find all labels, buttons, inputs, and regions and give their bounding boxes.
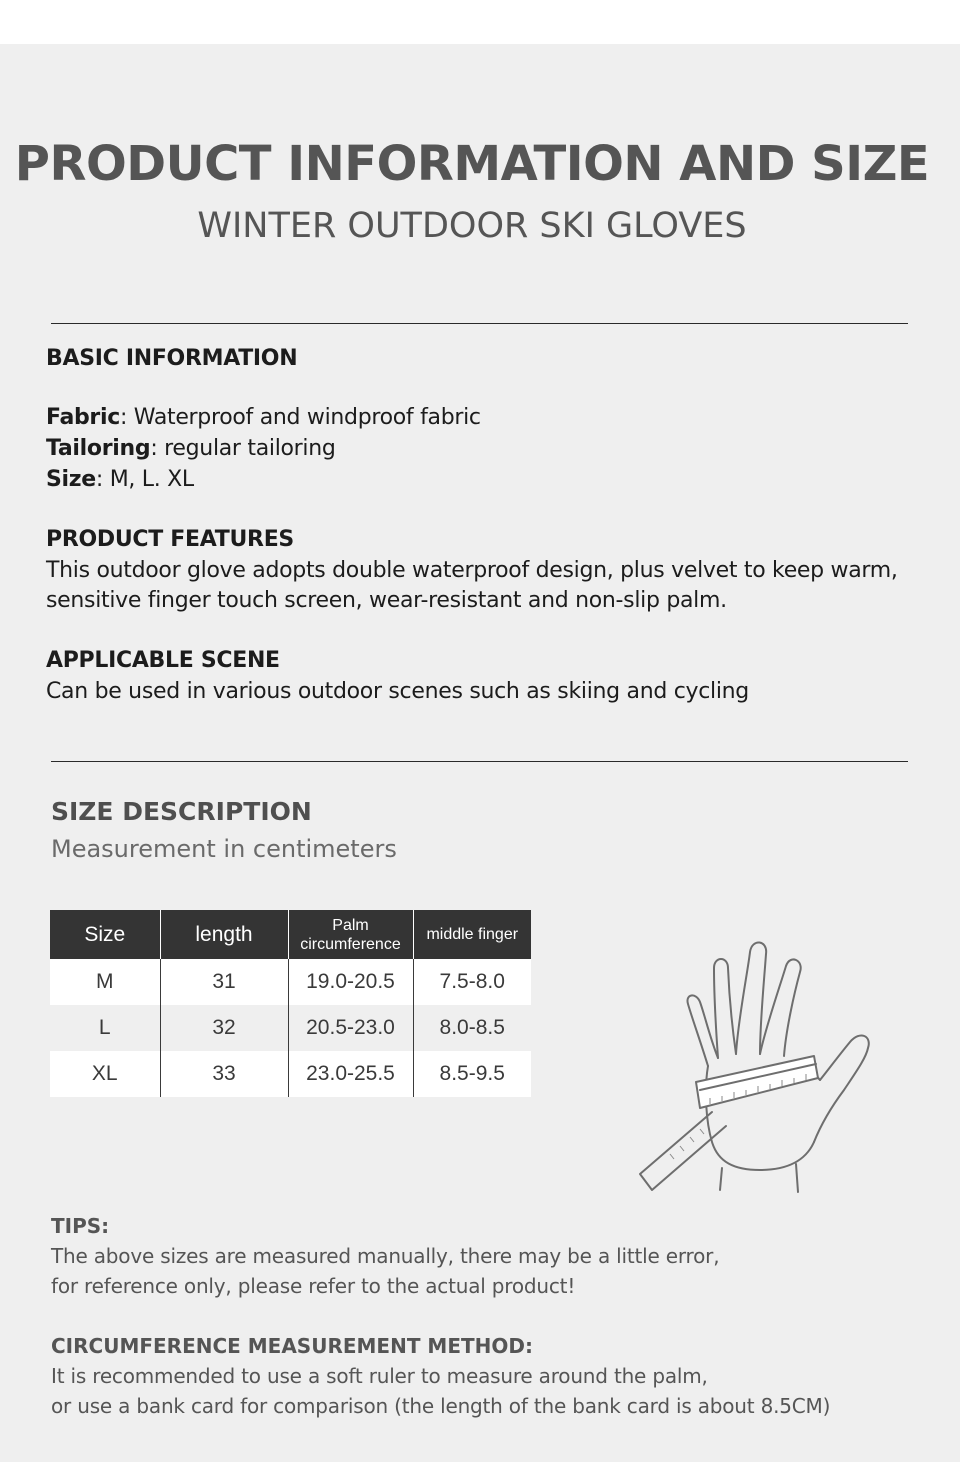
cell-size: XL [50, 1051, 160, 1097]
method-line-1: It is recommended to use a soft ruler to measure around the palm, [51, 1364, 708, 1388]
size-description-subheading: Measurement in centimeters [51, 835, 397, 863]
basic-info-heading: BASIC INFORMATION [46, 346, 298, 371]
page-title: PRODUCT INFORMATION AND SIZE [14, 136, 930, 192]
size-table-header-length: length [160, 910, 288, 959]
size-table [50, 910, 531, 1097]
method-line-2: or use a bank card for comparison (the length of the bank card is about 8.5CM) [51, 1394, 831, 1418]
cell-palm: 19.0-20.5 [288, 959, 413, 1005]
size-table-header-palm-line2: circumference [300, 935, 401, 953]
cell-size: L [50, 1005, 160, 1051]
size-table-header-size: Size [50, 910, 160, 959]
tailoring-label: Tailoring [46, 436, 151, 461]
size-label: Size [46, 467, 96, 492]
features-line-1: This outdoor glove adopts double waterproof design, plus velvet to keep warm, [46, 558, 898, 583]
size-value: : M, L. XL [95, 467, 194, 492]
size-table-header-palm [288, 910, 413, 959]
divider-top [51, 323, 908, 324]
table-row [50, 959, 531, 1005]
tips-heading: TIPS: [51, 1214, 110, 1238]
size-table-header-row [50, 910, 531, 959]
cell-length: 31 [160, 959, 288, 1005]
features-heading: PRODUCT FEATURES [46, 527, 294, 552]
scene-heading: APPLICABLE SCENE [46, 648, 280, 673]
divider-middle [51, 761, 908, 762]
fabric-value: : Waterproof and windproof fabric [119, 405, 481, 430]
size-line [46, 467, 194, 492]
cell-middle-finger: 7.5-8.0 [413, 959, 531, 1005]
cell-palm: 23.0-25.5 [288, 1051, 413, 1097]
fabric-line [46, 405, 481, 430]
cell-length: 33 [160, 1051, 288, 1097]
tailoring-value: : regular tailoring [150, 436, 336, 461]
cell-middle-finger: 8.5-9.5 [413, 1051, 531, 1097]
size-description-heading: SIZE DESCRIPTION [51, 797, 312, 826]
tailoring-line [46, 436, 336, 461]
method-heading: CIRCUMFERENCE MEASUREMENT METHOD: [51, 1334, 533, 1358]
size-table-header-palm-line1: Palm [332, 916, 369, 934]
hand-with-measuring-tape-icon [630, 930, 890, 1200]
cell-middle-finger: 8.0-8.5 [413, 1005, 531, 1051]
scene-line-1: Can be used in various outdoor scenes such as skiing and cycling [46, 679, 749, 704]
tips-line-1: The above sizes are measured manually, there may be a little error, [51, 1244, 720, 1268]
cell-length: 32 [160, 1005, 288, 1051]
page-subtitle: WINTER OUTDOOR SKI GLOVES [197, 206, 747, 246]
cell-palm: 20.5-23.0 [288, 1005, 413, 1051]
tips-line-2: for reference only, please refer to the actual product! [51, 1274, 576, 1298]
size-table-header-middle-finger: middle finger [413, 910, 531, 959]
cell-size: M [50, 959, 160, 1005]
features-line-2: sensitive finger touch screen, wear-resistant and non-slip palm. [46, 588, 727, 613]
table-row [50, 1051, 531, 1097]
fabric-label: Fabric [46, 405, 120, 430]
table-row [50, 1005, 531, 1051]
